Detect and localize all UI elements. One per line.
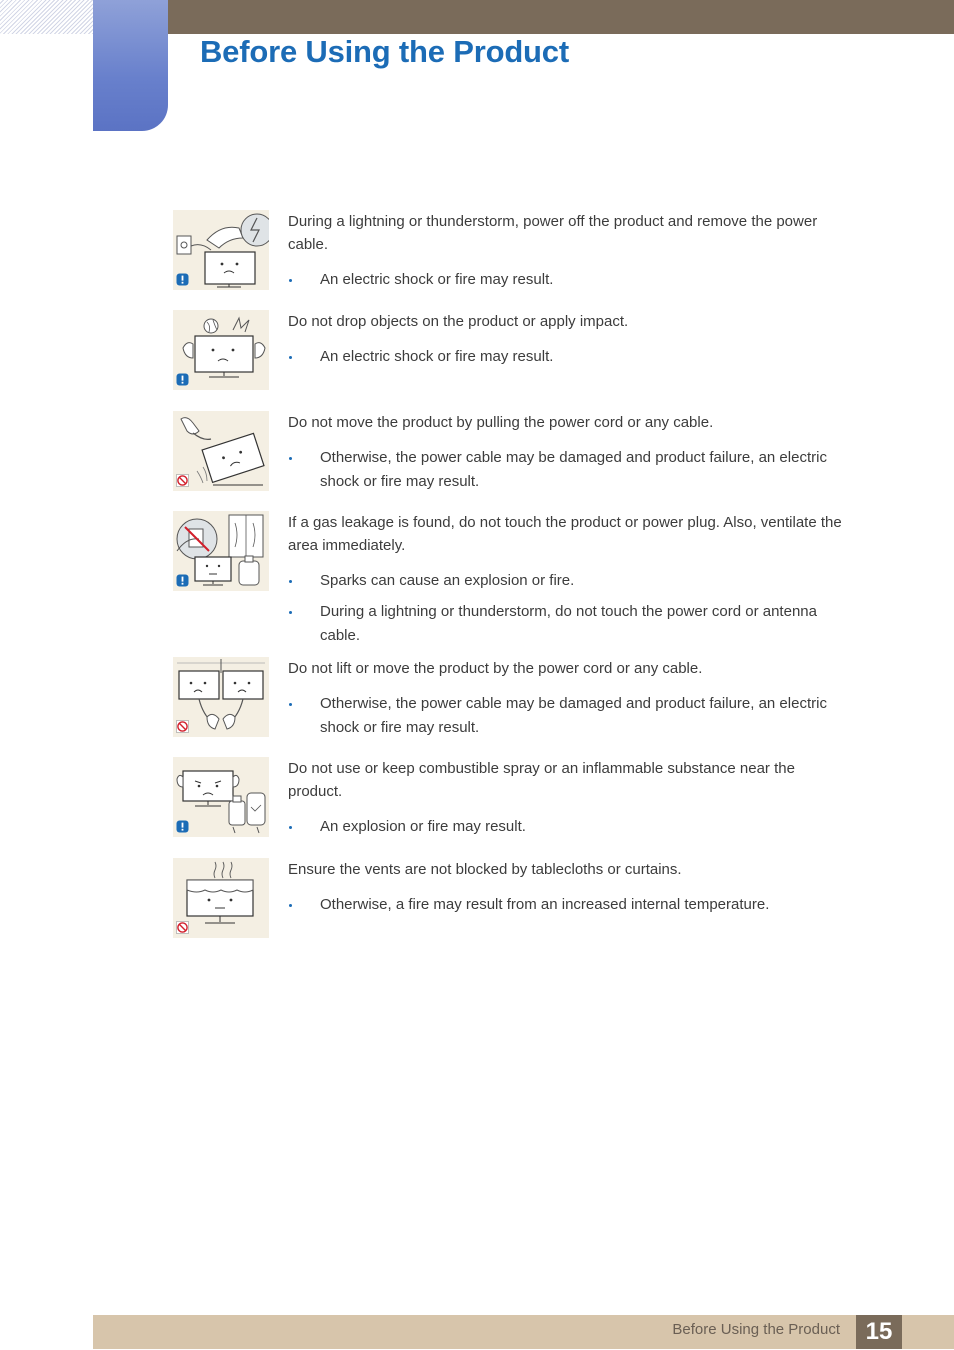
monitor-spray-can-illustration (173, 757, 269, 837)
page-number: 15 (856, 1315, 902, 1349)
consequence-list (288, 569, 843, 648)
safety-item-content (288, 657, 843, 747)
monitor-unplug-lightning-illustration (173, 210, 269, 290)
info-icon (176, 820, 189, 833)
safety-item (173, 511, 853, 644)
header-bar (168, 0, 954, 34)
consequence-list (288, 893, 843, 917)
consequence-item: Sparks can cause an explosion or fire. (288, 569, 843, 593)
safety-item-content (288, 310, 843, 376)
safety-item (173, 757, 853, 837)
chapter-tab (93, 0, 168, 131)
consequence-item: During a lightning or thunderstorm, do not touch the power cord or antenna cable. (288, 600, 843, 648)
prohibit-icon (176, 921, 189, 934)
safety-instruction: Do not drop objects on the product or apply impact. (288, 313, 629, 330)
consequence-item: An explosion or fire may result. (288, 815, 843, 839)
consequence-list (288, 815, 843, 839)
consequence-list (288, 345, 843, 369)
consequence-list (288, 268, 843, 292)
monitor-lift-by-cord-illustration (173, 657, 269, 737)
safety-item (173, 310, 853, 390)
safety-instruction: Do not move the product by pulling the power cord or any cable. (288, 414, 714, 431)
header-hatch-decoration (0, 0, 93, 34)
safety-item-content (288, 511, 843, 655)
consequence-item: Otherwise, the power cable may be damaged and product failure, an electric shock or fire may result. (288, 692, 843, 740)
consequence-list (288, 692, 843, 740)
monitor-covered-vents-illustration (173, 858, 269, 938)
prohibit-icon (176, 474, 189, 487)
safety-item-content (288, 210, 843, 299)
safety-item (173, 858, 853, 938)
consequence-list (288, 446, 843, 494)
safety-item (173, 411, 853, 491)
monitor-impact-illustration (173, 310, 269, 390)
safety-instruction: During a lightning or thunderstorm, power off the product and remove the power cable. (288, 213, 818, 253)
safety-item-content (288, 757, 843, 846)
consequence-item: Otherwise, the power cable may be damaged and product failure, an electric shock or fire may result. (288, 446, 843, 494)
page-title: Before Using the Product (200, 34, 569, 69)
consequence-item: An electric shock or fire may result. (288, 345, 843, 369)
monitor-pull-cord-illustration (173, 411, 269, 491)
footer-section-title: Before Using the Product (672, 1321, 840, 1338)
consequence-item: An electric shock or fire may result. (288, 268, 843, 292)
safety-item (173, 657, 853, 737)
info-icon (176, 574, 189, 587)
prohibit-icon (176, 720, 189, 733)
safety-item-content (288, 858, 843, 924)
info-icon (176, 373, 189, 386)
safety-item-content (288, 411, 843, 501)
safety-instruction: Do not lift or move the product by the power cord or any cable. (288, 660, 703, 677)
safety-instruction: Do not use or keep combustible spray or an inflammable substance near the product. (288, 760, 795, 800)
monitor-gas-leak-illustration (173, 511, 269, 591)
info-icon (176, 273, 189, 286)
safety-instruction: If a gas leakage is found, do not touch the product or power plug. Also, ventilate the area immediately. (288, 514, 842, 554)
safety-item (173, 210, 853, 290)
safety-instruction: Ensure the vents are not blocked by tablecloths or curtains. (288, 861, 682, 878)
consequence-item: Otherwise, a fire may result from an increased internal temperature. (288, 893, 843, 917)
